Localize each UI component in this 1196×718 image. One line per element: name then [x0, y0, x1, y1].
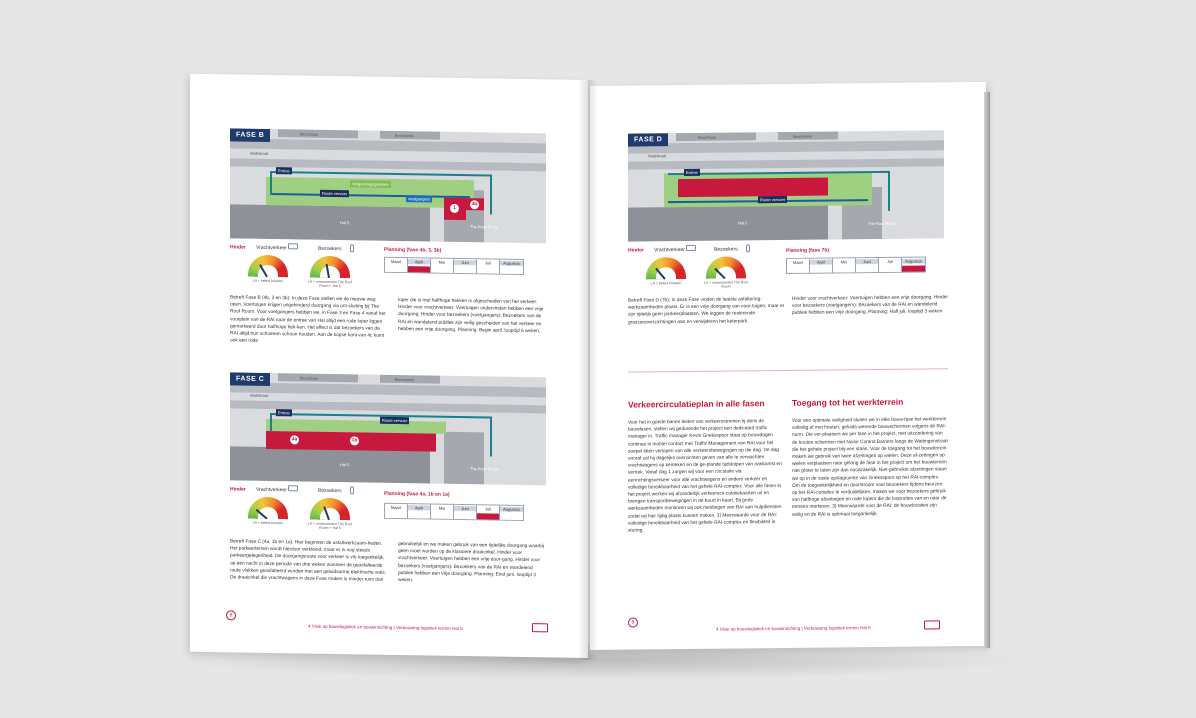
planning-month-bar [500, 514, 523, 520]
planning-month-label: April [408, 505, 430, 510]
planning-month-bar [408, 266, 430, 272]
planning-month-bar [408, 512, 430, 518]
planning-month [454, 259, 477, 273]
person-icon [746, 244, 750, 252]
text-fase-b-col1: Betreft Fase B (4b, 3 en 3b): In deze Fase stellen we de nieuwe weg open. Voertuigen krijgen ongehinderd doorgang via ont-sluiting bij The Roof Room. Voor voetgangers hebben we, in Fase 3 en Fase 4 vanaf het voorplein van de RAI naar de entree van Hal altijd een rode loper liggen gemarkeerd door halfhoge hek-ken. Het effect is dat bezoekers van de RAI altijd hun schoenen schoon houden. Aan de kopse kant van 4c komt ook een rode [230, 295, 386, 345]
planning-month-bar [879, 266, 901, 272]
planning-month [385, 504, 408, 518]
planning-month [500, 260, 523, 274]
gauge-bezoekers [310, 498, 350, 521]
planning-month-label: Maart [385, 505, 407, 510]
text-fase-b-col2: loper die is met halfhoge hekken is afgescheiden van het verkeer. Hinder voor vrachtverkeer: Voertuigen ondervinden hebben een vrije doorgang. Hinder voor bezoekers (voetgangers): Bezoekers van de RAI en wandelend publiek zijn veilig gescheiden van het verkeer en hebben een vrije doorgang. Planning: Begin april, looptijd 6 weken. [398, 298, 544, 335]
planning-month-label: Juli [477, 506, 499, 511]
page-number-left: 6 [226, 610, 236, 620]
planning-month-bar [477, 267, 499, 273]
planning-month-label: Maart [385, 259, 407, 264]
planning-month [500, 506, 523, 520]
planning-month [810, 258, 833, 272]
gauge-vracht [248, 255, 288, 278]
planning-month-label: Augustus [500, 261, 523, 266]
planning-month-label: Juli [477, 260, 499, 265]
planning-month-label: Mei [431, 506, 453, 511]
vracht-label: Vrachtverkeer [256, 244, 287, 252]
gauge-bezoekers [706, 256, 746, 278]
planning-month-label: Juni [856, 259, 878, 264]
planning-month [477, 259, 500, 273]
heading-verkeer: Verkeercirculatieplan in alle fasen [628, 398, 765, 410]
planning-bar-b [384, 257, 524, 275]
planning-month-bar [385, 266, 407, 272]
planning-month [879, 258, 902, 272]
page-edge [984, 92, 990, 648]
planning-month-bar [431, 267, 453, 273]
person-icon [350, 244, 354, 252]
person-icon [350, 486, 354, 494]
planning-month-label: April [408, 259, 430, 264]
planning-month [454, 505, 477, 519]
truck-icon [686, 245, 696, 251]
page-number-right: 8 [628, 617, 638, 627]
planning-month-bar [385, 512, 407, 518]
planning-bar-c [384, 503, 524, 521]
planning-month-label: Augustus [500, 507, 523, 512]
right-page: FASE D Beurslaan Beursplein Wattstraat Entree Route vervoer Hal 5 The Roof Room Hinder Vrachtverkeer LA = beleid bouwen Bezoekers LA = omwonenden The Roof Room Planning (fase 7b) Maart April Mei Juni Juli Augustus Betreft Fase D (7b): In deze Fase vinden de laatste asfaltering-werkzaamheden plaats. Er is een vrije doorgang van voor-tuigen, maar er zijn tijdelijk geen parkeerplaatsen. We leggen de resterende graszonoverzichtingen aan en verwijderen het keterpark. Hinder voor vrachtverkeer: Voertuigen hebben een vrije doorgang. Hinder voor bezoekers (voetgangers): Bezoekers van de RAI en wandelend publiek hebben een vrije doorgang. Planning: Half juli, looptijd 3 weken Verkeercirculatieplan in alle fasen Toegang tot het werkterrein Voor het in goede banen leiden van verkeersstromen tij-dens de bouwfasen, stellen wij gedurende het project een dedicated traffic manager in. Traffic manager Kevin Grieksspoor staat op bouwdagen continue in mobiel contact met Traffic Management van RAI voor het soepel laten verlopen van alle verkeersbewegingen op die dag. De dag vooraf zal hij dagelijks overzichten geven van alle te verwachten vrachtwagens op kenteken en de ge-plande tijdslotpen van aankomst en vertrek. Vanaf dag 1 zorgen wij voor een circulatie via eenrichtingsverkeer voor alle vrachtwagens en andere verkeer en volledige bereikbaarheid van het gehele RAI-complex. Voor alle fasen in het project werken wij afzonderlijk verkeerscir-culatiekaarten uit en brengen transportbewegingen in de buurt in kaart. Bij grote werkzaamheden monitoren wij ook meldingen van RAI aan hulpdiensten zodat wij hier tijdig plaats kunnen maken. 3) Meerwaarde voor de RAI: volledige bereikbaarheid van het gehele RAI-complex en flexibiliteit in sturing. Voor een optimale veiligheid sluiten we in elke bouw-fase het werkterrein volledig af met houten, geluids-werende bouwschermen volgens de RAI-norm. Die ver-plaatsen we per fase in het project, met uitzondering van de houten schermen met Noise Control Barriers langs de Wattingenstraat die het gehele project blij-ven staan. Voor de toegang tot het bouwterrein maken we gebruik van twee afzettingen op wielen. Deze af-zettingen op wielen verplaatsen naar gelang de fase in het project om het bouwterrein niet groter te laten zijn dan noodzakelijk. Niet-gebruikte afzettingen staan we op in de vaste opslagruimte van Grieksspoor op het RAI-complex. Om de toegankelijkheid en doorstroom voor bezoekers tijdens beurzen op het RAI-complex te verduidelijken, maken we voor bezoekers gebruik van halfhoge afzettingen en rode lopers die de loopruttes van en naar de entrees markeren. 3) Meerwaarde voor de RAI: de bouwlocaties zijn veilig en de RAI is optimaal toegankelijk. 8 4 Visie op bouwlogistiek en bouwinrichting | Verbouwing logistiek terrein Hal 5 [590, 82, 986, 650]
planning-month [385, 258, 408, 272]
planning-title-c: Planning (fase 4a, 1b en 1a) [384, 490, 450, 498]
planning-month-bar [856, 266, 878, 272]
bezoekers-label: Bezoekers [318, 245, 342, 253]
planning-month-label: Juni [454, 260, 476, 265]
planning-month-bar [477, 513, 499, 519]
fase-d-badge: FASE D [628, 133, 668, 146]
fase-b-badge: FASE B [230, 128, 270, 142]
map-fase-d: FASE D Beurslaan Beursplein Wattstraat Entree Route vervoer Hal 5 The Roof Room [628, 130, 944, 241]
planning-month [431, 259, 454, 273]
text-fase-d-col2: Hinder voor vrachtverkeer: Voertuigen hebben een vrije doorgang. Hinder voor bezoekers (voetgangers): Bezoekers van de RAI en wandelend publiek hebben een vrije doorgang. Planning: Half juli, looptijd 3 weken [792, 295, 948, 317]
planning-month-label: Mei [833, 259, 855, 264]
map-fase-b: 1 4b FASE B Beurslaan Beursplein Wattstraat Entree Vergunningsgrenzen Route vervoer voetgangers Hal 5 The Roof Room [230, 128, 546, 243]
planning-month [833, 258, 856, 272]
text-fase-d-col1: Betreft Fase D (7b): In deze Fase vinden de laatste asfaltering-werkzaamheden plaats. Er is een vrije doorgang van voor-tuigen, maar er zijn tijdelijk geen parkeerplaatsen. We leggen de resterende graszonoverzichtingen aan en verwijderen het keterpark. [628, 297, 785, 326]
fase-c-badge: FASE C [230, 372, 270, 386]
planning-month-label: Juni [454, 506, 476, 511]
planning-month-label: Augustus [902, 258, 925, 263]
planning-month-bar [902, 265, 925, 271]
planning-month-bar [787, 267, 809, 273]
text-toegang: Voor een optimale veiligheid sluiten we in elke bouw-fase het werkterrein volledig af met houten, geluids-werende bouwschermen volgens de RAI-norm. Die ver-plaatsen we per fase in het project, met uitzondering van de houten schermen met Noise Control Barriers langs de Wattingenstraat die het gehele project blij-ven staan. Voor de toegang tot het bouwterrein maken we gebruik van twee afzettingen op wielen. Deze af-zettingen op wielen verplaatsen naar gelang de fase in het project om het bouwterrein niet groter te laten zijn dan noodzakelijk. Niet-gebruikte afzettingen staan we op in de vaste opslagruimte van Grieksspoor op het RAI-complex. Om de toegankelijkheid en doorstroom voor bezoekers tijdens beurzen op het RAI-complex te verduidelijken, maken we voor bezoekers gebruik van halfhoge afzettingen en rode lopers die de loopruttes van en naar de entrees markeren. 3) Meerwaarde voor de RAI: de bouwlocaties zijn veilig en de RAI is optimaal toegankelijk. [792, 417, 948, 518]
text-fase-c-col1: Betreft Fase C (4a, 1b en 1a): Hier beginnen de asfaltwerkzaam-heden. Het parkeerterrein wordt hierdoor verkleind, maar er is nog steeds parkeergelegenheid. De doorgangsroute voor verkeer is vrij toegankelijk, op één nacht in deze periode van drie weken wanneer de geasfalteerde route vlakken geasfalteerd worden met een geluidsarme elektrische wals. De draaicirkel die vrachtwagens in deze Fase maken is minder ruim dan [230, 539, 386, 583]
planning-month [856, 258, 879, 272]
gauge-vracht [646, 257, 686, 279]
planning-month [431, 505, 454, 519]
map-fase-c: 4a 1b FASE C Beurslaan Beursplein Wattstraat Entree Route vervoer Hal 5 The Roof Room [230, 372, 546, 485]
planning-bar-d [786, 256, 926, 273]
truck-icon [288, 485, 298, 491]
planning-month-label: April [810, 259, 832, 264]
footer-right: 4 Visie op bouwlogistiek en bouwinrichting | Verbouwing logistiek terrein Hal 5 [716, 625, 871, 632]
heading-toegang: Toegang tot het werkterrein [792, 396, 904, 408]
planning-month [408, 258, 431, 272]
planning-month [477, 505, 500, 519]
planning-month-bar [500, 268, 523, 274]
planning-title-d: Planning (fase 7b) [786, 247, 830, 254]
truck-icon [924, 620, 940, 629]
planning-month-bar [454, 513, 476, 519]
footer-left: 4 Visie op bouwlogistiek en bouwinrichting | Verbouwing logistiek terrein Hal 5 [308, 623, 463, 632]
planning-month [408, 504, 431, 518]
gauge-bezoekers [310, 256, 350, 279]
planning-month-bar [833, 266, 855, 272]
planning-month-bar [431, 513, 453, 519]
planning-month-bar [810, 266, 832, 272]
text-verkeer: Voor het in goede banen leiden van verkeersstromen tij-dens de bouwfasen, stellen wij gedurende het project een dedicated traffic manager in. Traffic manager Kevin Grieksspoor staat op bouwdagen continue in mobiel contact met Traffic Management van RAI voor het soepel laten verlopen van alle verkeersbewegingen op die dag. De dag vooraf zal hij dagelijks overzichten geven van alle te verwachten vrachtwagens op kenteken en de ge-plande tijdslotpen van aankomst en vertrek. Vanaf dag 1 zorgen wij voor een circulatie via eenrichtingsverkeer voor alle vrachtwagens en andere verkeer en volledige bereikbaarheid van het gehele RAI-complex. Voor alle fasen in het project werken wij afzonderlijk verkeerscir-culatiekaarten uit en brengen transportbewegingen in de buurt in kaart. Bij grote werkzaamheden monitoren wij ook meldingen van RAI aan hulpdiensten zodat wij hier tijdig plaats kunnen maken. 3) Meerwaarde voor de RAI: volledige bereikbaarheid van het gehele RAI-complex en flexibiliteit in sturing. [628, 419, 782, 534]
planning-title-b: Planning (fase 4b, 3, 3b) [384, 246, 442, 254]
planning-month-bar [454, 267, 476, 273]
planning-month-label: Juli [879, 259, 901, 264]
divider [628, 368, 948, 372]
planning-month [787, 259, 810, 273]
left-page: 1 4b FASE B Beurslaan Beursplein Wattstraat Entree Vergunningsgrenzen Route vervoer voetgangers Hal 5 The Roof Room Hinder Vrachtverkeer LA = beleid bouwen Bezoekers LA = omwonenden The Roof Room + Hal 5 Planning (fase 4b, 3, 3b) Maart April Mei Juni Juli Augustus Betreft Fase B (4b, 3 en 3b): In deze Fase stellen we de nieuwe weg open. Voertuigen krijgen ongehinderd doorgang via ont-sluiting bij The Roof Room. Voor voetgangers hebben we, in Fase 3 en Fase 4 vanaf het voorplein van de RAI naar de entree van Hal altijd een rode loper liggen gemarkeerd door halfhoge hek-ken. Het effect is dat bezoekers van de RAI altijd hun schoenen schoon houden. Aan de kopse kant van 4c komt ook een rode loper die is met halfhoge hekken is afgescheiden van het verkeer. Hinder voor vrachtverkeer: Voertuigen ondervinden hebben een vrije doorgang. Hinder voor bezoekers (voetgangers): Bezoekers van de RAI en wandelend publiek zijn veilig gescheiden van het verkeer en hebben een vrije doorgang. Planning: Begin april, looptijd 6 weken. 4a 1b FASE C Beurslaan Beursplein Wattstraat Entree Route vervoer Hal 5 The Roof Room Hinder Vrachtverkeer LA = beleid bouwen Bezoekers LA = omwonenden The Roof Room + Hal 5 Planning (fase 4a, 1b en 1a) Maart April Mei Juni Juli Augustus Betreft Fase C (4a, 1b en 1a): Hier beginnen de asfaltwerkzaam-heden. Het parkeerterrein wordt hierdoor verkleind, maar er is nog steeds parkeergelegenheid. De doorgangsroute voor verkeer is vrij toegankelijk, op één nacht in deze periode van drie weken wanneer de geasfalteerde route vlakken geasfalteerd worden met een geluidsarme elektrische wals. De draaicirkel die vrachtwagens in deze Fase maken is minder ruim dan gebruikelijk en we maken gebruik van een tijdelijke doorgang waarbij geen moet worden op de klassiere draaicirkel. Hinder voor vrachtverkeer: Voertuigen hebben een vrije door-gang. Hinder voor bezoekers (voetgangers): Bezoekers van de RAI en wandelend publiek hebben een vrije doorgang. Planning: Eind juni, looptijd 3 weken. 6 4 Visie op bouwlogistiek en bouwinrichting | Verbouwing logistiek terrein Hal 5 [190, 74, 588, 658]
planning-month [902, 257, 925, 271]
gauge-vracht [248, 497, 288, 520]
truck-icon [288, 243, 298, 249]
truck-icon [532, 623, 548, 632]
hinder-label: Hinder [230, 244, 246, 251]
planning-month-label: Maart [787, 260, 809, 265]
text-fase-c-col2: gebruikelijk en we maken gebruik van een tijdelijke doorgang waarbij geen moet worden op de klassiere draaicirkel. Hinder voor vrachtverkeer: Voertuigen hebben een vrije door-gang. Hinder voor bezoekers (voetgangers): Bezoekers van de RAI en wandelend publiek hebben een vrije doorgang. Planning: Eind juni, looptijd 3 weken. [398, 542, 544, 584]
planning-month-label: Mei [431, 260, 453, 265]
